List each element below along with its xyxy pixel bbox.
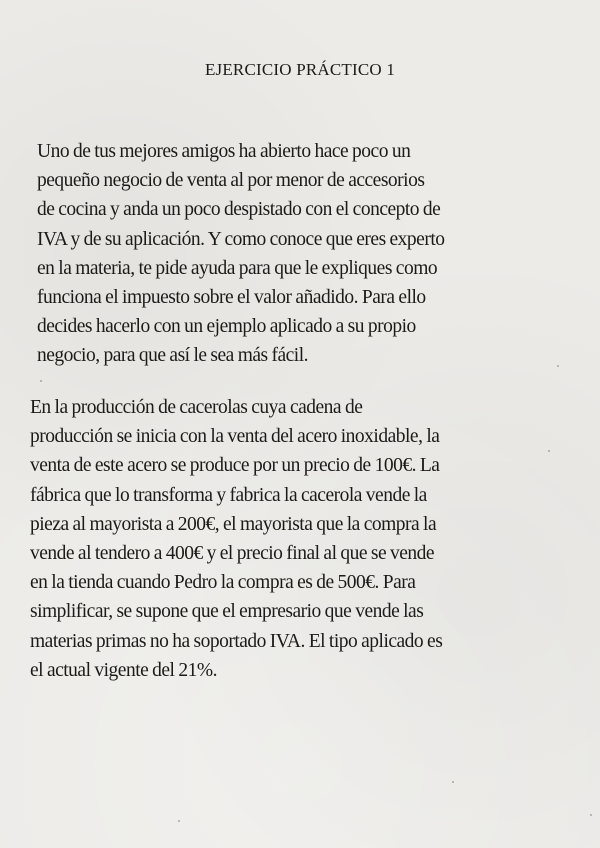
text-line: materias primas no ha soportado IVA. El tipo aplicado es <box>30 630 443 652</box>
text-line: negocio, para que así le sea más fácil. <box>37 345 308 367</box>
paper-speck <box>178 820 180 822</box>
text-line: pequeño negocio de venta al por menor de accesorios <box>37 170 425 192</box>
paper-speck <box>452 781 454 783</box>
paragraph-problem <box>30 393 580 685</box>
text-line: vende al tendero a 400€ y el precio final al que se vende <box>30 543 435 565</box>
text-line: producción se inicia con la venta del acero inoxidable, la <box>30 426 440 448</box>
text-line: decides hacerlo con un ejemplo aplicado a su propio <box>37 316 416 338</box>
paragraph-intro <box>37 137 577 371</box>
text-line: Uno de tus mejores amigos ha abierto hace poco un <box>37 141 411 162</box>
paper-speck <box>548 450 550 452</box>
text-line: En la producción de cacerolas cuya cadena de <box>30 397 363 418</box>
text-line: funciona el impuesto sobre el valor añadido. Para ello <box>37 287 426 309</box>
text-line: simplificar, se supone que el empresario que vende las <box>30 601 424 623</box>
paper-speck <box>557 365 559 367</box>
text-line: pieza al mayorista a 200€, el mayorista que la compra la <box>30 513 437 535</box>
page-title: EJERCICIO PRÁCTICO 1 <box>204 60 396 79</box>
text-line: en la materia, te pide ayuda para que le expliques como <box>37 257 438 279</box>
text-line: venta de este acero se produce por un precio de 100€. La <box>30 455 440 477</box>
text-line: fábrica que lo transforma y fabrica la cacerola vende la <box>30 484 427 506</box>
text-line: en la tienda cuando Pedro la compra es de 500€. Para <box>30 572 416 594</box>
paper-speck <box>590 814 592 816</box>
paper-speck <box>40 380 42 382</box>
text-line: de cocina y anda un poco despistado con el concepto de <box>37 199 441 221</box>
text-line: IVA y de su aplicación. Y como conoce que eres experto <box>37 228 445 250</box>
text-line: el actual vigente del 21%. <box>30 659 217 681</box>
